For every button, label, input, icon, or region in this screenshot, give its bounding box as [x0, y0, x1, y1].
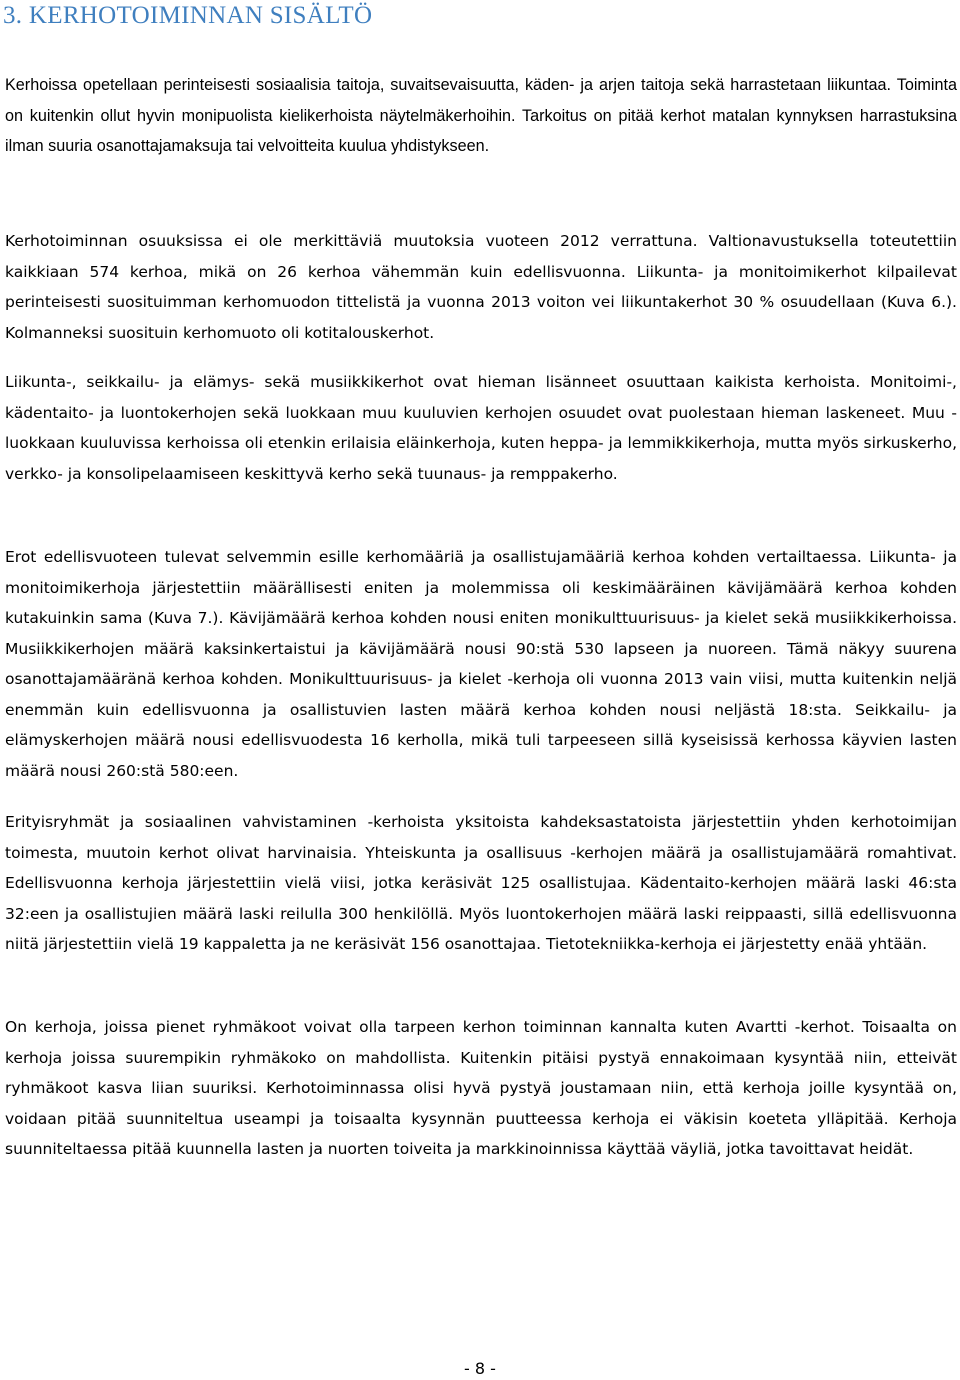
page-number: - 8 - [464, 1359, 496, 1378]
section-heading: 3. KERHOTOIMINNAN SISÄLTÖ [3, 2, 373, 29]
paragraph-rare-clubs: Erityisryhmät ja sosiaalinen vahvistaminen -kerhoista yksitoista kahdeksastatoista järjestettiin yhden kerhotoimijan toimesta, muutoin kerhot olivat harvinaisia. Yhteiskunta ja osallisuus -kerhojen määrä ja osallistujamäärä romahtivat. Edellisvuonna kerhoja järjestettiin vielä viisi, jotka keräsivät 125 osallistujaa. Kädentaito-kerhojen määrä laski 46:sta 32:een ja osallistujien määrä laski reilulla 300 henkilöllä. Myös luontokerhojen määrä laski reippaasti, sillä edellisvuonna niitä järjestettiin vielä 19 kappaletta ja ne keräsivät 156 osanottajaa. Tietotekniikka-kerhoja ei järjestetty enää yhtään. [5, 813, 957, 953]
paragraph-club-types: Liikunta-, seikkailu- ja elämys- sekä musiikkikerhot ovat hieman lisänneet osuuttaan kaikista kerhoista. Monitoimi-, kädentaito- ja luontokerhojen sekä luokkaan muu kuuluvien kerhojen osuudet ovat puolestaan hieman laskeneet. Muu -luokkaan kuuluvissa kerhoissa oli etenkin erilaisia eläinkerhoja, kuten heppa- ja lemmikkikerhoja, mutta myös sirkuskerho, verkko- ja konsolipelaamiseen keskittyvä kerho sekä tuunaus- ja remppakerho. [5, 373, 957, 483]
paragraph-group-sizes: On kerhoja, joissa pienet ryhmäkoot voivat olla tarpeen kerhon toiminnan kannalta kuten Avartti -kerhot. Toisaalta on kerhoja joissa suurempikin ryhmäkoko on mahdollista. Kuitenkin pitäisi pystyä ennakoimaan kysyntää niin, etteivät ryhmäkoot kasva liian suuriksi. Kerhotoiminnassa olisi hyvä pystyä joustamaan niin, että kerhoja joille kysyntää on, voidaan pitää suunniteltua useampi ja toisaalta kysynnän puutteessa kerhoja ei väkisin koeteta ylläpitää. Kerhoja suunniteltaessa pitää kuunnella lasten ja nuorten toiveita ja markkinoinnissa käyttää väyliä, jotka tavoittavat heidät. [5, 1018, 957, 1158]
paragraph-club-shares: Kerhotoiminnan osuuksissa ei ole merkittäviä muutoksia vuoteen 2012 verrattuna. Valtionavustuksella toteutettiin kaikkiaan 574 kerhoa, mikä on 26 kerhoa vähemmän kuin edellisvuonna. Liikunta- ja monitoimikerhot kilpailevat perinteisesti suosituimman kerhomuodon tittelistä ja vuonna 2013 voiton vei liikuntakerhot 30 % osuudellaan (Kuva 6.). Kolmanneksi suosituin kerhomuoto oli kotitalouskerhot. [5, 232, 957, 342]
paragraph-participant-numbers: Erot edellisvuoteen tulevat selvemmin esille kerhomääriä ja osallistujamääriä kerhoa kohden vertailtaessa. Liikunta- ja monitoimikerhoja järjestettiin määrällisesti eniten ja molemmissa oli keskimääräinen kävijämäärä kerhoa kohden kutakuinkin sama (Kuva 7.). Kävijämäärä kerhoa kohden nousi eniten monikulttuurisuus- ja kielet sekä musiikkikerhoissa. Musiikkikerhojen määrä kaksinkertaistui ja kävijämäärä nousi 90:stä 530 lapseen ja nuoreen. Tämä näkyy suurena osanottajamääränä kerhoa kohden. Monikulttuurisuus- ja kielet -kerhoja oli vuonna 2013 vain viisi, mutta kuitenkin neljä enemmän kuin edellisvuonna ja osallistuvien lasten määrä kerhoa kohden nousi neljästä 18:sta. Seikkailu- ja elämyskerhojen määrä nousi edellisvuodesta 16 kerholla, mikä tuli tarpeeseen sillä kyseisissä kerhossa käyvien lasten määrä nousi 260:stä 580:een. [5, 548, 957, 780]
paragraph-intro: Kerhoissa opetellaan perinteisesti sosiaalisia taitoja, suvaitsevaisuutta, käden- ja arjen taitoja sekä harrastetaan liikuntaa. Toiminta on kuitenkin ollut hyvin monipuolista kielikerhoista näytelmäkerhoihin. Tarkoitus on pitää kerhot matalan kynnyksen harrastuksina ilman suuria osanottajamaksuja tai velvoitteita kuulua yhdistykseen. [5, 76, 957, 155]
